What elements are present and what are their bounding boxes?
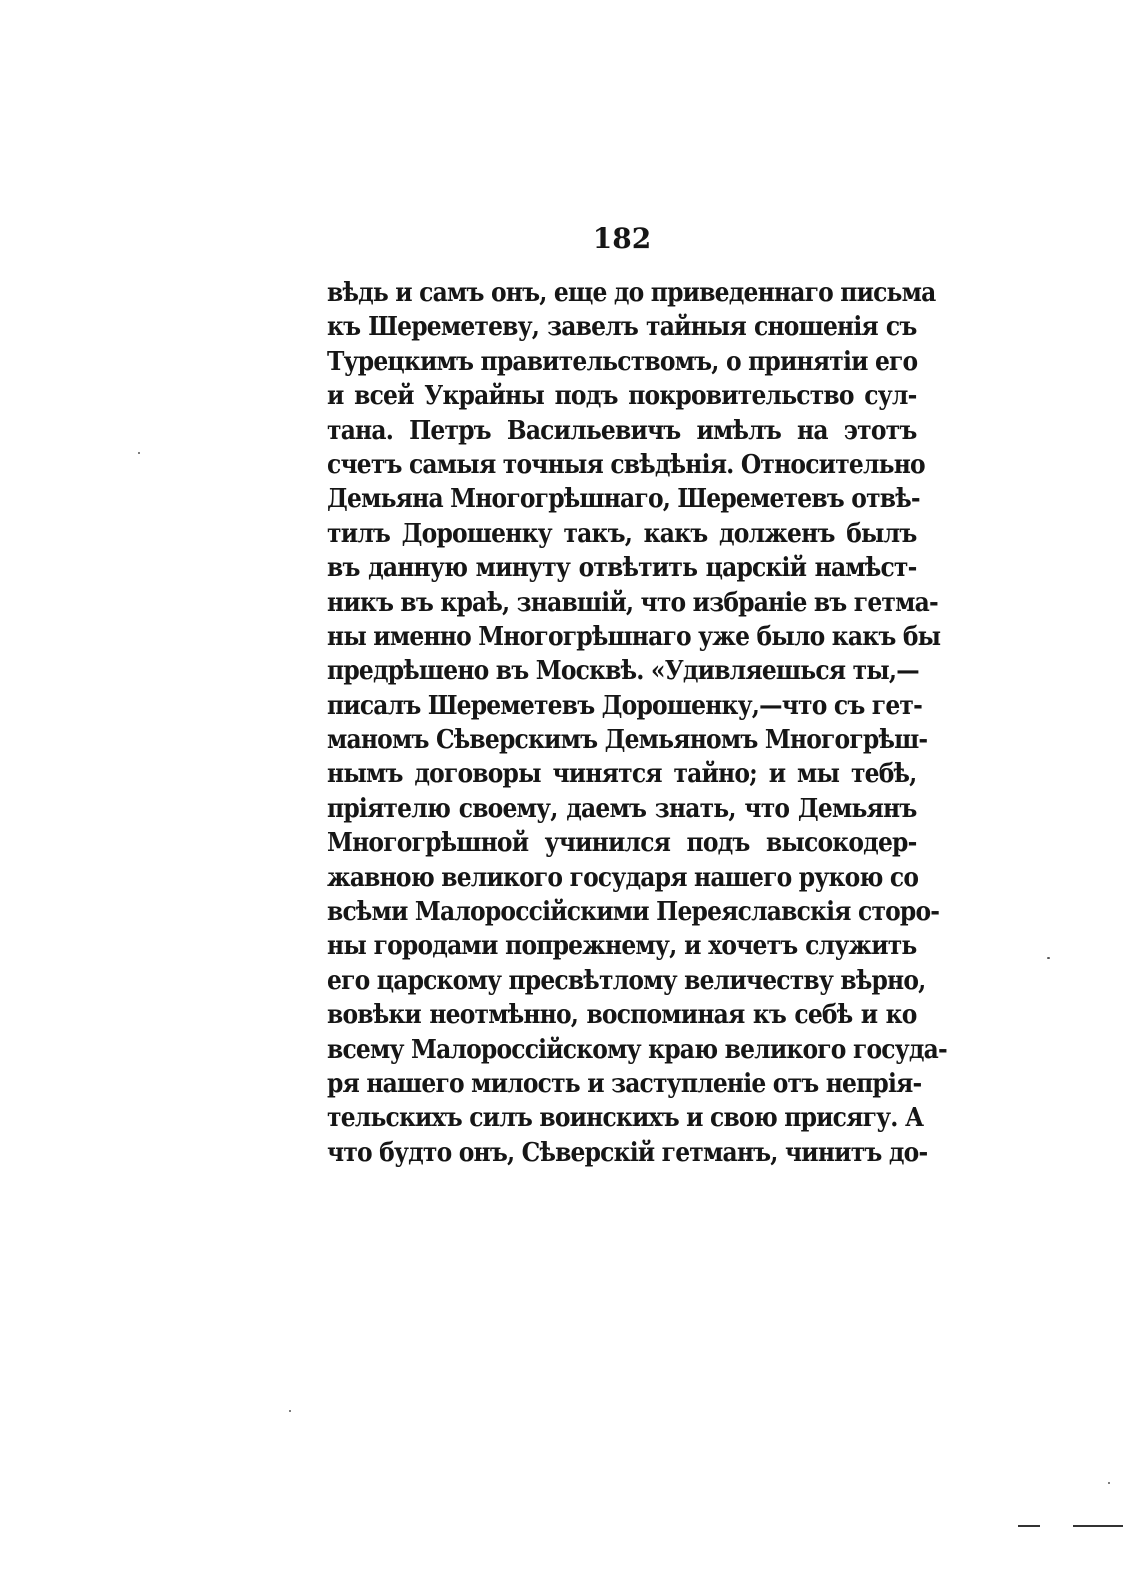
text-line: всему Малороссійскому краю великого госуда-: [327, 1034, 947, 1065]
text-line: тана. Петръ Васильевичъ имѣлъ на этотъ: [327, 415, 917, 446]
body-text: [327, 276, 947, 1170]
text-line: Турецкимъ правительствомъ, о принятіи его: [327, 346, 918, 377]
text-line: писалъ Шереметевъ Дорошенку,—что съ гет-: [327, 690, 922, 721]
scan-speck: [289, 1410, 291, 1412]
text-line: тельскихъ силъ воинскихъ и свою присягу. А: [327, 1103, 924, 1134]
text-line: къ Шереметеву, завелъ тайныя сношенія съ: [327, 312, 917, 343]
text-line: никъ въ краѣ, знавшій, что избраніе въ гетма-: [327, 587, 938, 618]
text-line: пріятелю своему, даемъ знать, что Демьянъ: [327, 793, 917, 824]
text-line: въ данную минуту отвѣтить царскій намѣст-: [327, 553, 917, 584]
text-line: его царскому пресвѣтлому величеству вѣрно,: [327, 965, 926, 996]
text-line: что будто онъ, Сѣверскій гетманъ, чинитъ до-: [327, 1137, 928, 1168]
page-number: 182: [592, 222, 652, 255]
scan-speck: [1047, 957, 1050, 959]
scan-mark: [1073, 1525, 1123, 1527]
scan-mark: [1018, 1525, 1040, 1527]
text-line: Многогрѣшной учинился подъ высокодер-: [327, 828, 917, 859]
scan-speck: [138, 452, 140, 454]
text-line: жавною великого государя нашего рукою со: [327, 862, 919, 893]
text-line: вѣдь и самъ онъ, еще до приведеннаго письма: [327, 278, 936, 308]
text-line: тилъ Дорошенку такъ, какъ долженъ былъ: [327, 518, 917, 549]
text-line: всѣми Малороссійскими Переяславскія сторо-: [327, 897, 940, 928]
text-line: счетъ самыя точныя свѣдѣнія. Относительно: [327, 449, 925, 480]
text-line: нымъ договоры чинятся тайно; и мы тебѣ,: [327, 759, 917, 790]
text-line: ны городами попрежнему, и хочетъ служить: [327, 931, 917, 962]
scan-speck: [1108, 1482, 1110, 1484]
text-line: ря нашего милость и заступленіе отъ непрія-: [327, 1068, 922, 1099]
text-line: вовѣки неотмѣнно, воспоминая къ себѣ и ко: [327, 1000, 917, 1031]
text-line: ны именно Многогрѣшнаго уже было какъ бы: [327, 621, 941, 652]
text-line: Демьяна Многогрѣшнаго, Шереметевъ отвѣ-: [327, 484, 920, 515]
text-line: маномъ Сѣверскимъ Демьяномъ Многогрѣш-: [327, 725, 928, 756]
text-line: и всей Украйны подъ покровительство сул-: [327, 381, 917, 412]
text-line: предрѣшено въ Москвѣ. «Удивляешься ты,—: [327, 656, 919, 687]
